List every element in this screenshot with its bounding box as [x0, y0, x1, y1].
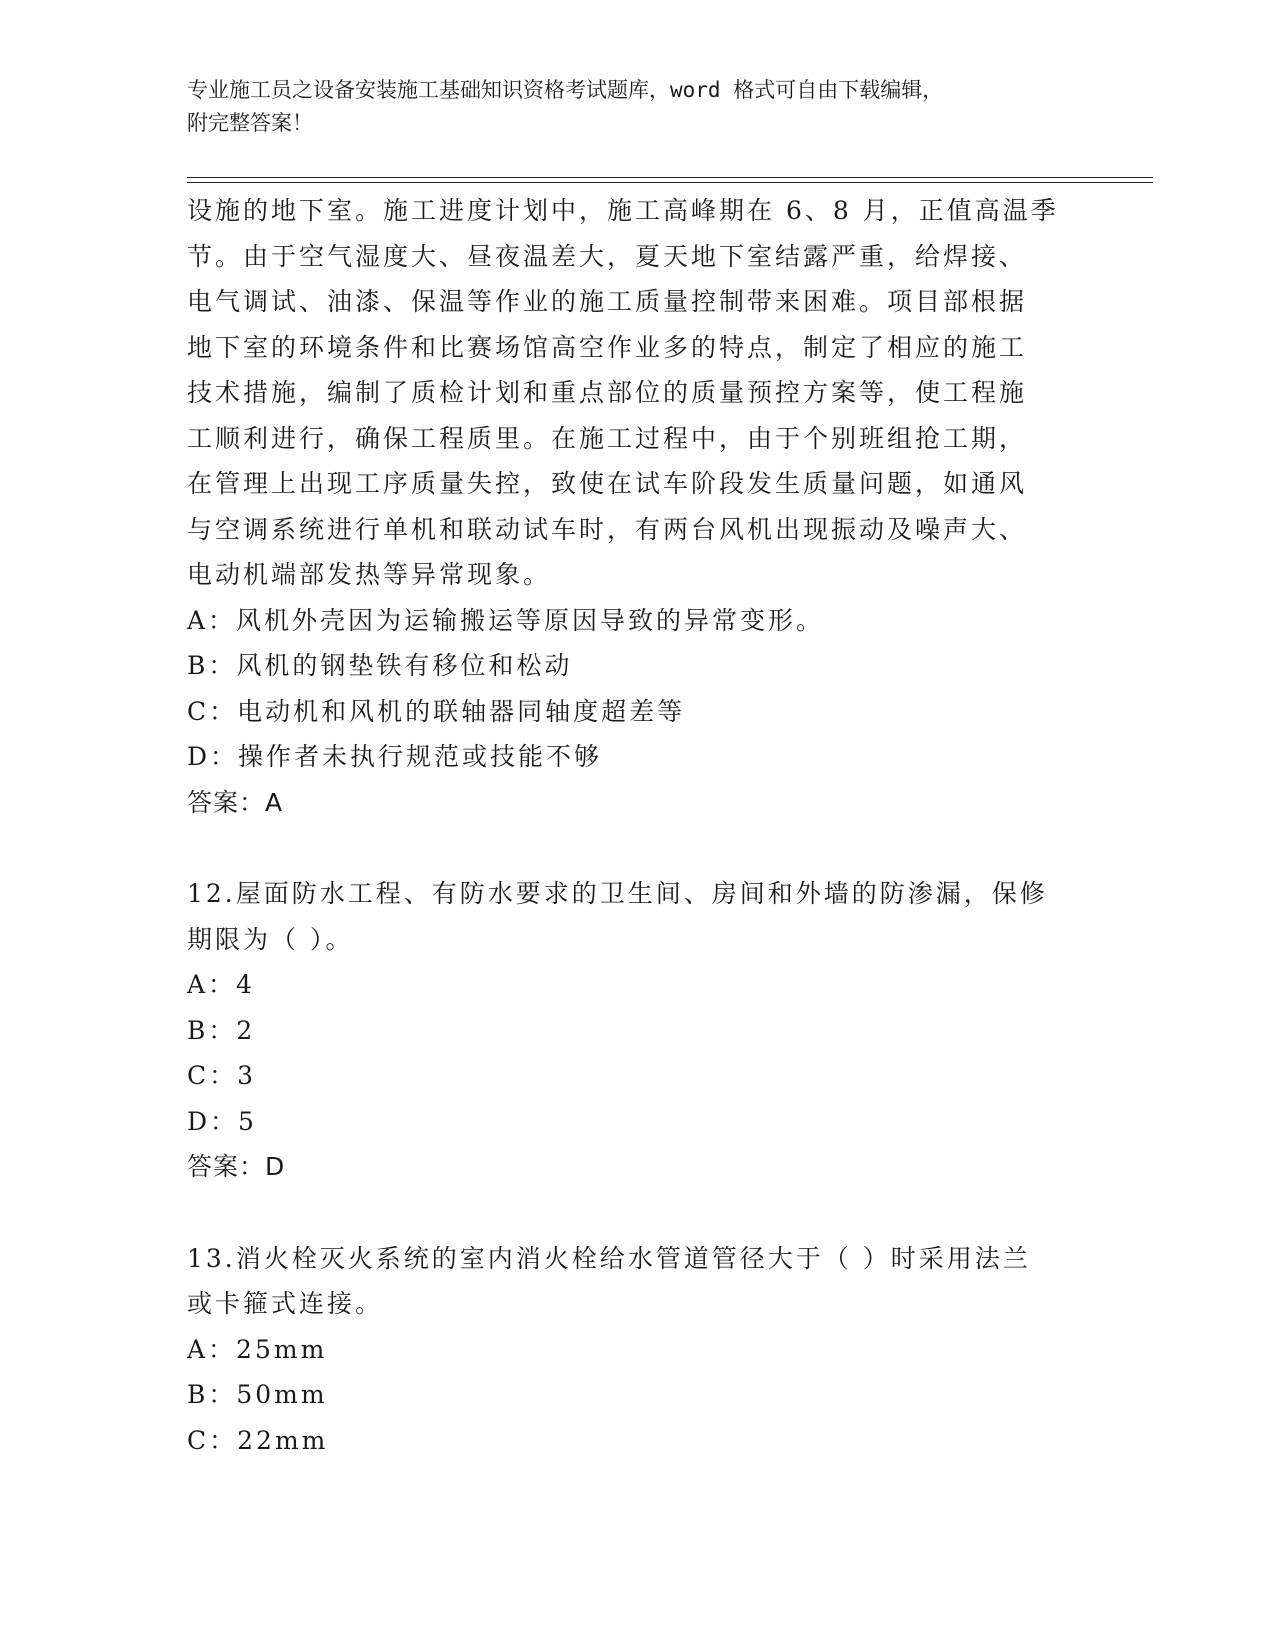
option-b: B：50mm [187, 1380, 328, 1409]
option-d: D：5 [187, 1106, 257, 1136]
option-c: C：电动机和风机的联轴器同轴度超差等 [187, 696, 686, 726]
option-a: A：风机外壳因为运输搬运等原因导致的异常变形。 [187, 605, 825, 635]
header-divider-top [187, 177, 1153, 178]
spacer [187, 1190, 1087, 1236]
header-divider-bottom [187, 182, 1153, 183]
stem-line: 13.消火栓灭火系统的室内消火栓给水管道管径大于（ ）时采用法兰 [187, 1243, 1031, 1273]
question-11 [187, 188, 1087, 825]
header-line-2: 附完整答案！ [187, 111, 313, 135]
option-a: A：4 [187, 970, 255, 999]
header-line-1: 专业施工员之设备安装施工基础知识资格考试题库，word 格式可自由下载编辑， [187, 78, 944, 102]
document-header [187, 74, 1087, 140]
stem-line: 技术措施，编制了质检计划和重点部位的质量预控方案等，使工程施 [187, 378, 1028, 407]
question-11-stem [187, 188, 1087, 598]
stem-line: 设施的地下室。施工进度计划中，施工高峰期在 6、8 月，正值高温季 [187, 196, 1059, 225]
stem-line: 期限为（ ）。 [187, 924, 354, 954]
stem-line: 12.屋面防水工程、有防水要求的卫生间、房间和外墙的防渗漏，保修 [187, 879, 1048, 908]
question-12 [187, 871, 1087, 1190]
answer: 答案：D [187, 1152, 286, 1181]
stem-line: 工顺利进行，确保工程质里。在施工过程中，由于个别班组抢工期， [187, 423, 1028, 453]
option-d: D：操作者未执行规范或技能不够 [187, 742, 603, 771]
document-body [187, 188, 1087, 1463]
stem-line: 或卡箍式连接。 [187, 1289, 384, 1318]
stem-line: 在管理上出现工序质量失控，致使在试车阶段发生质量问题，如通风 [187, 469, 1028, 498]
spacer [187, 825, 1087, 871]
stem-line: 电气调试、油漆、保温等作业的施工质量控制带来困难。项目部根据 [187, 287, 1028, 316]
option-b: B：风机的钢垫铁有移位和松动 [187, 651, 573, 680]
stem-line: 地下室的环境条件和比赛场馆高空作业多的特点，制定了相应的施工 [187, 332, 1028, 362]
option-b: B：2 [187, 1015, 256, 1045]
option-a: A：25mm [187, 1334, 328, 1364]
question-13 [187, 1236, 1087, 1464]
stem-line: 电动机端部发热等异常现象。 [187, 560, 552, 589]
stem-line: 节。由于空气湿度大、昼夜温差大，夏天地下室结露严重，给焊接、 [187, 241, 1028, 271]
answer: 答案：A [187, 787, 284, 817]
option-c: C：22mm [187, 1425, 329, 1455]
stem-line: 与空调系统进行单机和联动试车时，有两台风机出现振动及噪声大、 [187, 514, 1028, 544]
option-c: C：3 [187, 1061, 257, 1090]
